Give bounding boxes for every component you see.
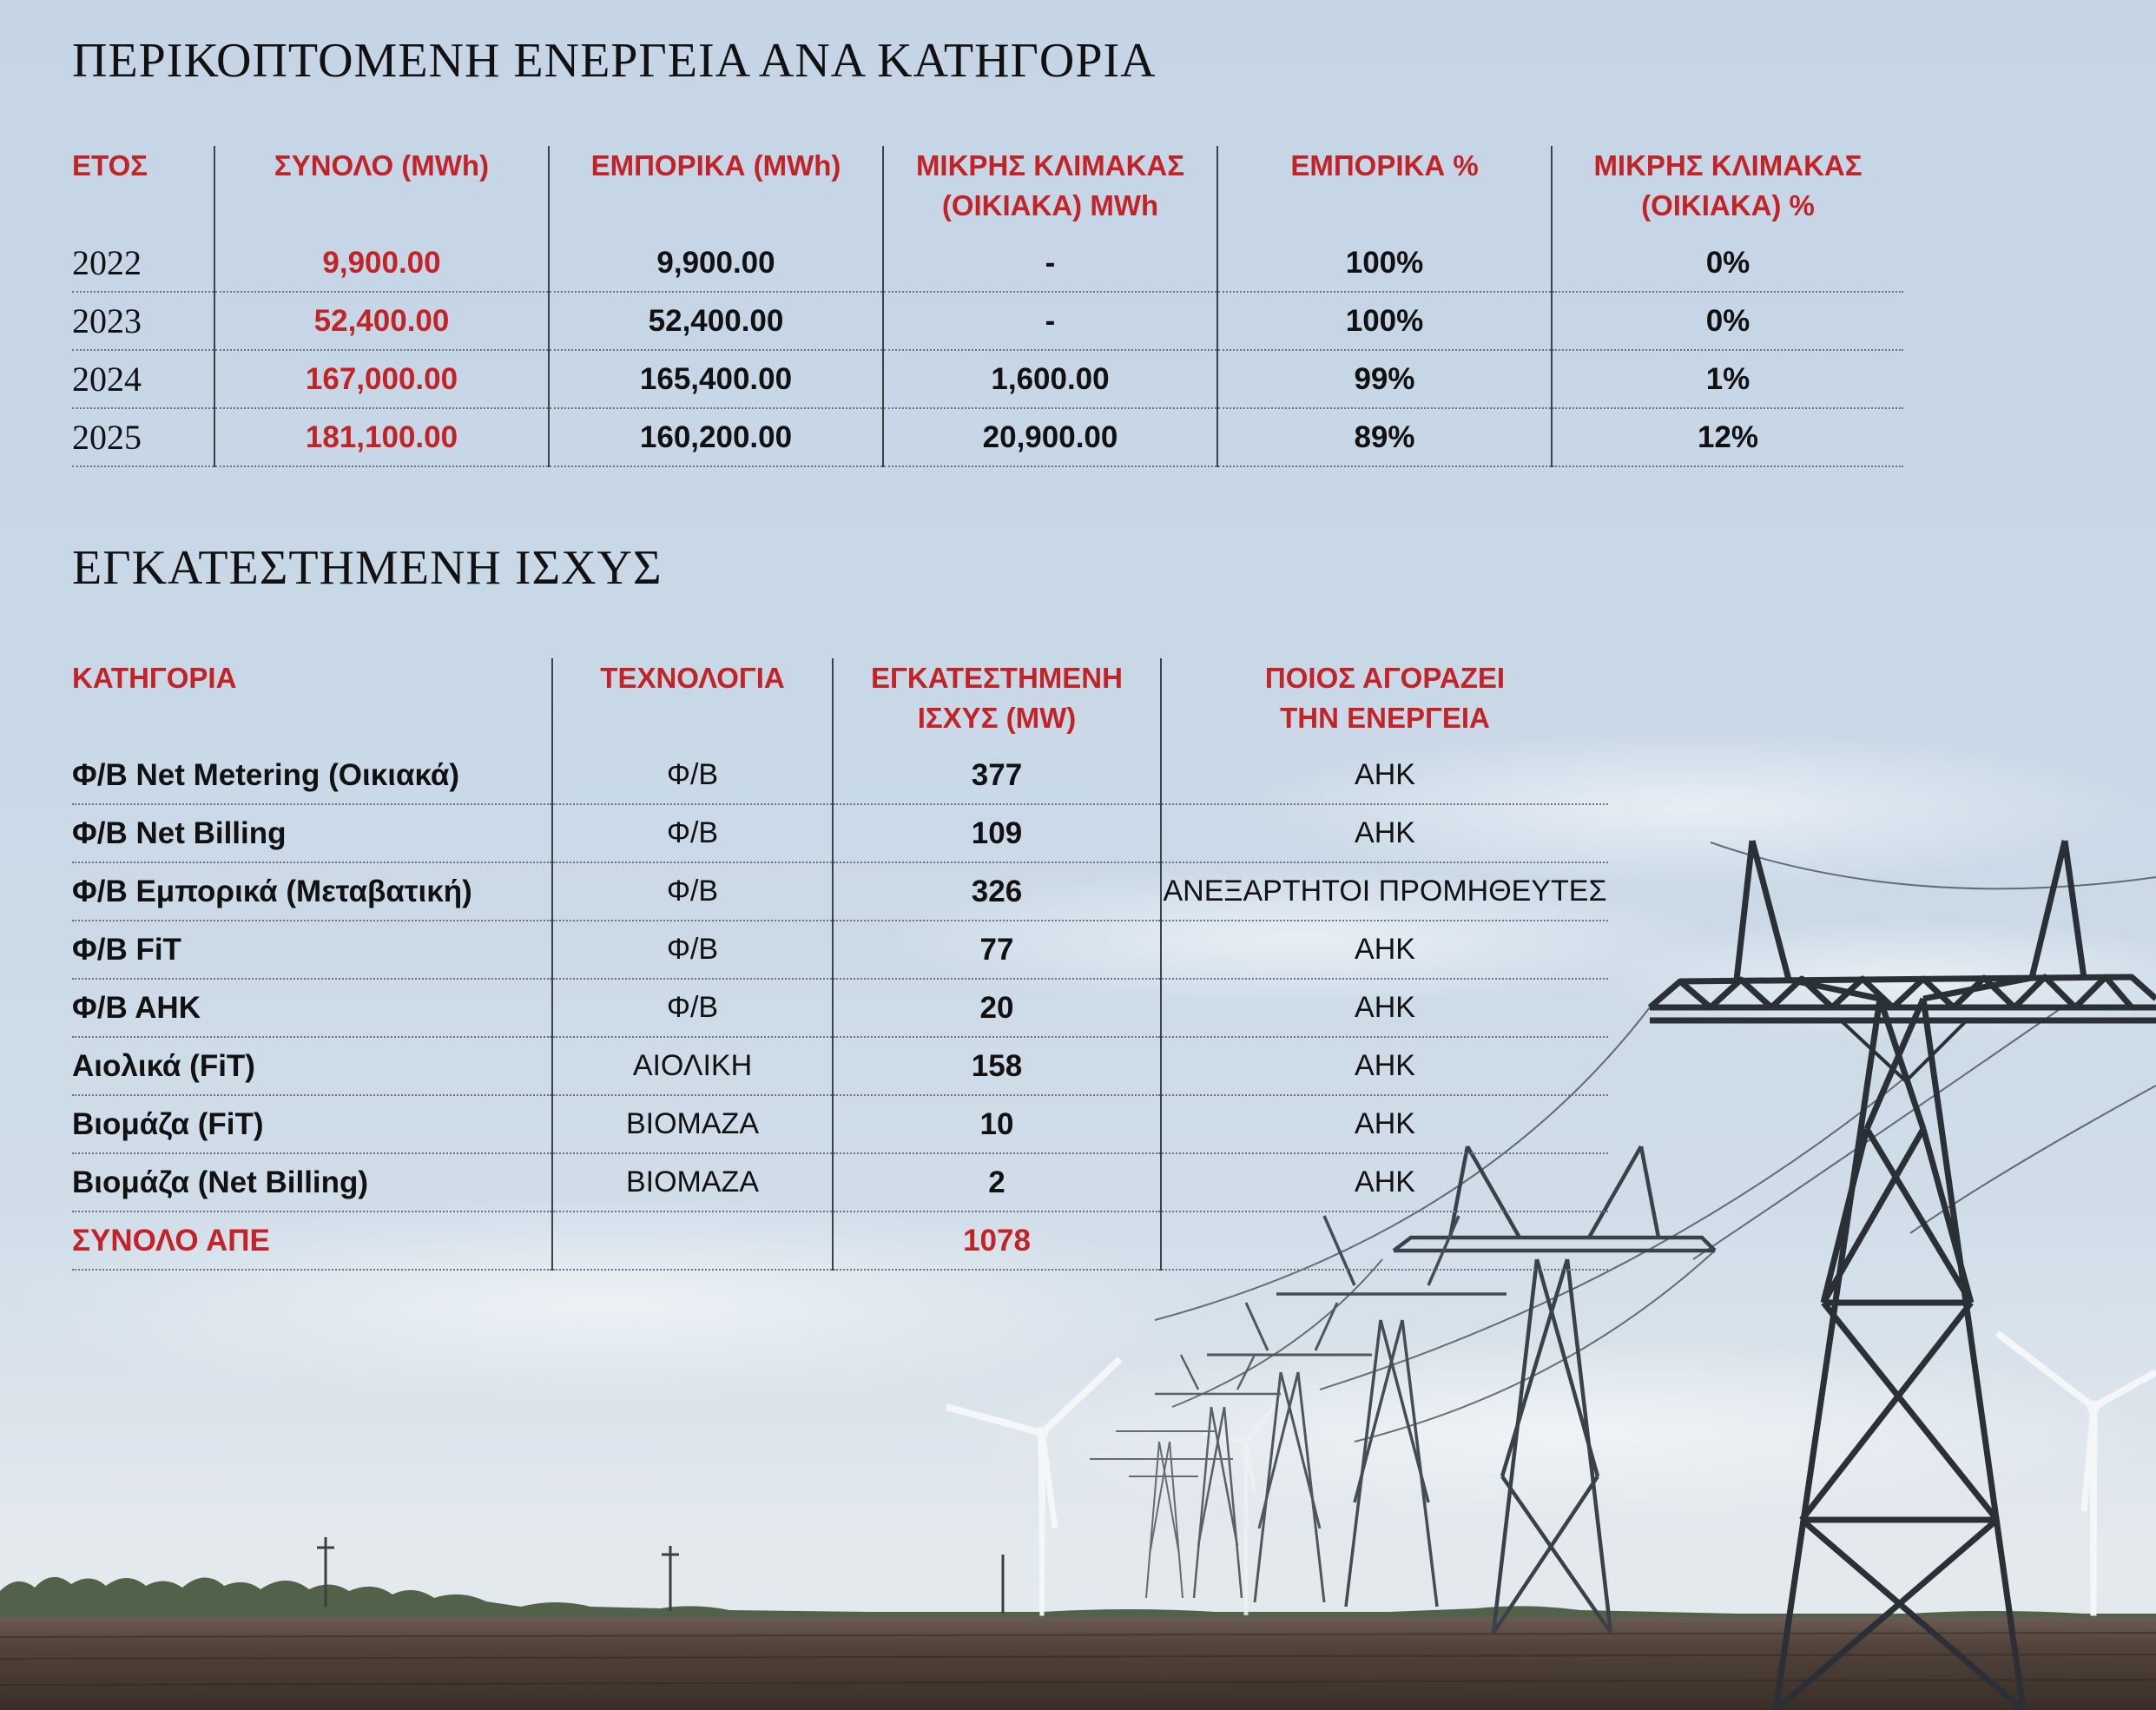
cell-total: 181,100.00 [214,408,549,466]
cell-total: 167,000.00 [214,350,549,408]
cell-buyer: ΑΗΚ [1161,1153,1608,1212]
cell-buyer: ΑΗΚ [1161,921,1608,979]
cell-technology: ΑΙΟΛΙΚΗ [552,1037,833,1095]
table-row [72,862,1608,921]
total-row [72,1212,1608,1270]
cell-buyer: ΑΝΕΞΑΡΤΗΤΟΙ ΠΡΟΜΗΘΕΥΤΕΣ [1161,862,1608,921]
cell-category: Βιομάζα (Net Billing) [72,1153,552,1212]
table-row [72,1153,1608,1212]
table-row [72,921,1608,979]
cell-technology: Φ/Β [552,921,833,979]
header-small-scale [883,146,1217,234]
cell-buyer: ΑΗΚ [1161,1095,1608,1153]
installed-capacity-title: ΕΓΚΑΤΕΣΤΗΜΕΝΗ ΙΣΧΥΣ [72,541,663,595]
header-buyer-line2: ΤΗΝ ΕΝΕΡΓΕΙΑ [1280,702,1490,734]
cell-technology: Φ/Β [552,804,833,862]
cell-buyer: ΑΗΚ [1161,1037,1608,1095]
header-technology: ΤΕΧΝΟΛΟΓΙΑ [552,658,833,747]
header-total: ΣΥΝΟΛΟ (MWh) [214,146,549,234]
table-row [72,1095,1608,1153]
cell-capacity: 377 [833,747,1161,804]
cell-category: Βιομάζα (FiT) [72,1095,552,1153]
cell-year: 2023 [72,292,214,350]
cell-technology: ΒΙΟΜΑΖΑ [552,1095,833,1153]
header-year: ΕΤΟΣ [72,149,148,182]
header-small-scale-line2: (ΟΙΚΙΑΚΑ) MWh [941,189,1159,221]
table-row [72,408,1903,466]
cell-year: 2025 [72,408,214,466]
table-header-row [72,658,1608,747]
cell-commercial: 52,400.00 [549,292,883,350]
header-small-pct-line1: ΜΙΚΡΗΣ ΚΛΙΜΑΚΑΣ [1593,149,1863,182]
table-row [72,292,1903,350]
cell-technology: ΒΙΟΜΑΖΑ [552,1153,833,1212]
cell-category: Φ/Β ΑΗΚ [72,979,552,1037]
cell-commercial-pct: 100% [1217,292,1552,350]
cell-total-label: ΣΥΝΟΛΟ ΑΠΕ [72,1212,552,1270]
header-small-pct-line2: (ΟΙΚΙΑΚΑ) % [1641,189,1815,221]
cell-buyer: ΑΗΚ [1161,747,1608,804]
cell-small-scale: 1,600.00 [883,350,1217,408]
header-installed-capacity [833,658,1161,747]
cell-small-scale: - [883,234,1217,292]
installed-capacity-table [72,658,1608,1271]
cell-capacity: 77 [833,921,1161,979]
curtailed-energy-title: ΠΕΡΙΚΟΠΤΟΜΕΝΗ ΕΝΕΡΓΕΙΑ ΑΝΑ ΚΑΤΗΓΟΡΙΑ [72,34,1157,88]
table-row [72,350,1903,408]
cell-buyer: ΑΗΚ [1161,979,1608,1037]
header-buyer [1161,658,1608,747]
cell-category: Φ/Β Εμπορικά (Μεταβατική) [72,862,552,921]
header-commercial-pct: ΕΜΠΟΡΙΚΑ % [1217,146,1552,234]
cell-capacity: 2 [833,1153,1161,1212]
cell-buyer: ΑΗΚ [1161,804,1608,862]
cell-commercial: 160,200.00 [549,408,883,466]
cell-technology: Φ/Β [552,979,833,1037]
cell-total: 52,400.00 [214,292,549,350]
cell-small-scale: 20,900.00 [883,408,1217,466]
cell-capacity: 158 [833,1037,1161,1095]
cell-technology: Φ/Β [552,862,833,921]
cell-small-scale-pct: 0% [1552,292,1903,350]
cell-commercial: 165,400.00 [549,350,883,408]
cell-category: Αιολικά (FiT) [72,1037,552,1095]
cell-total-buyer [1161,1212,1608,1270]
cell-year: 2024 [72,350,214,408]
cell-commercial-pct: 100% [1217,234,1552,292]
table-header-row [72,146,1903,234]
curtailed-energy-table [72,146,1903,467]
cell-commercial-pct: 99% [1217,350,1552,408]
cell-technology: Φ/Β [552,747,833,804]
cell-total-capacity: 1078 [833,1212,1161,1270]
cell-small-scale-pct: 1% [1552,350,1903,408]
cell-capacity: 10 [833,1095,1161,1153]
cell-small-scale-pct: 12% [1552,408,1903,466]
cell-category: Φ/Β FiT [72,921,552,979]
cell-small-scale-pct: 0% [1552,234,1903,292]
cell-total: 9,900.00 [214,234,549,292]
header-small-scale-pct [1552,146,1903,234]
cell-commercial: 9,900.00 [549,234,883,292]
table-row [72,747,1608,804]
cell-category: Φ/Β Net Billing [72,804,552,862]
cell-small-scale: - [883,292,1217,350]
header-buyer-line1: ΠΟΙΟΣ ΑΓΟΡΑΖΕΙ [1264,662,1506,694]
header-commercial: ΕΜΠΟΡΙΚΑ (MWh) [549,146,883,234]
cell-capacity: 326 [833,862,1161,921]
cell-category: Φ/Β Net Metering (Οικιακά) [72,747,552,804]
header-category: ΚΑΤΗΓΟΡΙΑ [72,662,237,694]
table-row [72,804,1608,862]
cell-capacity: 20 [833,979,1161,1037]
table-row [72,979,1608,1037]
header-small-scale-line1: ΜΙΚΡΗΣ ΚΛΙΜΑΚΑΣ [915,149,1185,182]
header-capacity-line1: ΕΓΚΑΤΕΣΤΗΜΕΝΗ [871,662,1123,694]
cell-year: 2022 [72,234,214,292]
cell-capacity: 109 [833,804,1161,862]
header-capacity-line2: ΙΣΧΥΣ (MW) [917,702,1077,734]
cell-commercial-pct: 89% [1217,408,1552,466]
table-row [72,234,1903,292]
treeline [0,1577,2156,1622]
table-row [72,1037,1608,1095]
cell-total-technology [552,1212,833,1270]
